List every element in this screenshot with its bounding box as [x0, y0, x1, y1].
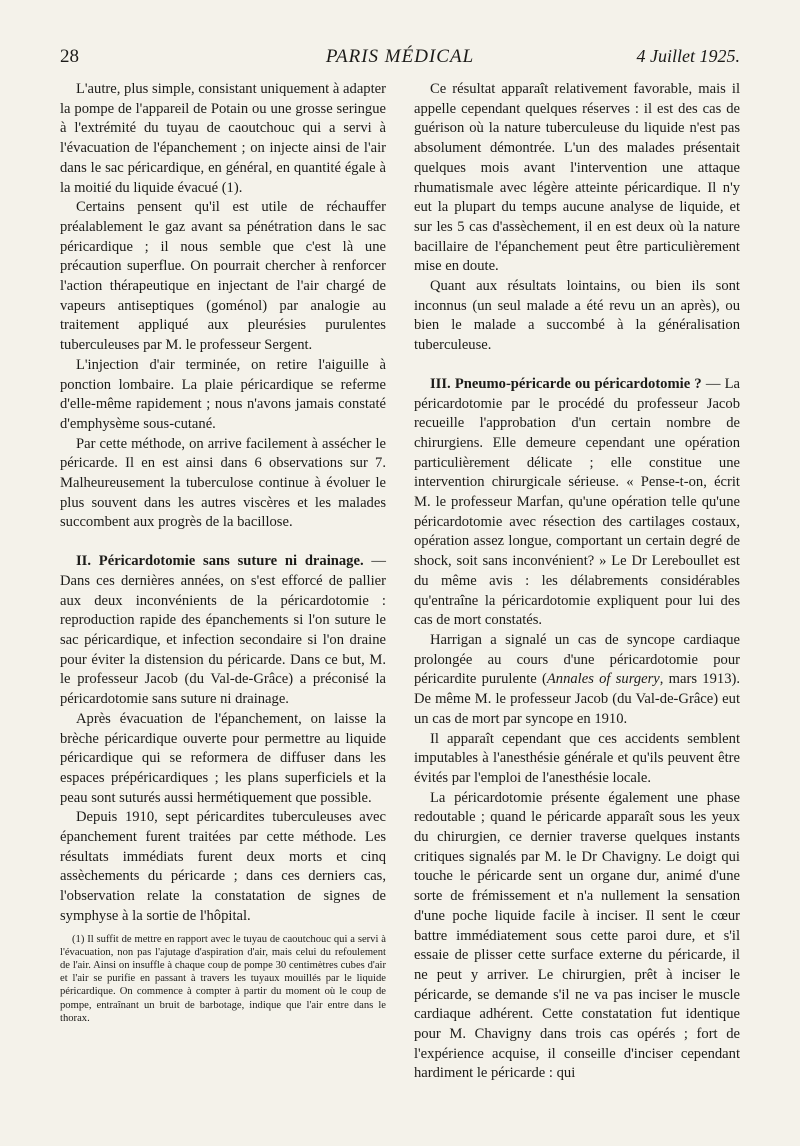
section-iii: [414, 375, 740, 631]
journal-title: PARIS MÉDICAL: [325, 46, 475, 67]
paragraph: Il apparaît cependant que ces accidents semblent imputables à l'anesthésie générale et qu'ils peuvent être évités par l'emploi de l'anesthésie locale.: [414, 730, 740, 786]
right-column: [414, 80, 740, 1084]
paragraph: Après évacuation de l'épanchement, on laisse la brèche péricardique ouverte pour permettre au liquide péricardique qui se reformera de diffuser dans les espaces prépéricardiques ; les plans superficiels et la peau sont suturés aussi hermétiquement que possible.: [60, 710, 386, 806]
paragraph: Par cette méthode, on arrive facilement à assécher le péricarde. Il en est ainsi dans 6 observations sur 7. Malheureusement la tuberculose continue à évoluer le plus souvent dans les autres viscères et les malades succombent aux progrès de la bacillose.: [60, 435, 386, 531]
left-column: [60, 80, 386, 1025]
section-text: — La péricardotomie par le procédé du professeur Jacob recueille l'approbation d'un certain nombre de chirurgiens. Elle demeure cependant une opération particulièrement délicate ; elle constitue une intervention chirurgicale sérieuse. « Pense-t-on, écrit M. le professeur Marfan, qu'une opération telle qu'une péricardotomie avec résection des cartilages costaux, opération assez longue, comportant un certain degré de shock, soit sans inconvénient? » Le Dr Lereboullet est du même avis : les délabrements considérables qu'entraîne la péricardotomie expliquent pour lui des cas de mort constatés.: [414, 375, 740, 629]
paragraph: [414, 631, 740, 730]
paragraph: L'autre, plus simple, consistant uniquement à adapter la pompe de l'appareil de Potain ou une grosse seringue à l'extrémité du tuyau de caoutchouc qui a servi à l'évacuation de l'épanchement ; on injecte ainsi de l'air dans le sac péricardique, en général, en quantité égale à la moitié du liquide évacué (1).: [60, 81, 386, 196]
section-heading: II. Péricardotomie sans suture ni drainage.: [76, 553, 364, 570]
footnote: [60, 933, 386, 1025]
issue-date: 4 Juillet 1925.: [636, 46, 740, 66]
section-ii: [60, 552, 386, 710]
section-heading: III. Pneumo-péricarde ou péricardotomie ?: [430, 375, 702, 392]
text-run: Harrigan a signalé un cas de syncope cardiaque prolongée au cours d'une péricardotomie pour péricardite purulente (: [414, 631, 740, 688]
section-text: — Dans ces dernières années, on s'est efforcé de pallier aux deux inconvénients de la péricardotomie : reproduction rapide des épanchements si l'on suture le sac péricardique, et infection secondaire si l'on draine pour éviter la distension du péricarde. Dans ce but, M. le professeur Jacob (du Val-de-Grâce) a préconisé la péricardotomie sans suture ni drainage.: [60, 553, 386, 708]
footnote-text: (1) Il suffit de mettre en rapport avec le tuyau de caoutchouc qui a servi à l'évacuation, non pas l'ajutage d'aspiration d'air, mais celui du refoulement de l'air. Ainsi on insuffle à chaque coup de pompe 30 centimètres cubes d'air et l'air se purifie en passant à travers les tuyaux mouillés par le liquide péricardique. On commence à compter à partir du moment où le coup de pompe, entraînant un bruit de barbotage, indique que l'air entre dans le thorax.: [60, 933, 386, 1024]
journal-citation: Annales of surgery: [546, 671, 660, 688]
paragraph: Ce résultat apparaît relativement favorable, mais il appelle cependant quelques réserves : il est des cas de guérison où la nature tuberculeuse du liquide n'est pas absolument démontrée. L'un des malades présentait quelques mois avant l'intervention une attaque rhumatismale avec légère atteinte péricardique. Il n'y eut la plupart du temps aucune analyse de liquide, et sur les 5 cas d'assèchement, il en est deux où la nature bacillaire de l'épanchement peut être particulièrement mise en doute.: [414, 81, 740, 275]
paragraph: La péricardotomie présente également une phase redoutable ; quand le péricarde apparaît sous les yeux du chirurgien, ce dernier traverse quelques instants critiques signalés par M. le Dr Chavigny. Le doigt qui touche le péricarde sent un organe dur, animé d'une sorte de frémissement et n'a nullement la sensation d'une poche liquide facile à inciser. Il sent le cœur battre immédiatement sous cette paroi dure, et s'il essaie de plisser cette surface externe du péricarde, il ne peut y arriver. Le chirurgien, prêt à inciser le péricarde, se demande s'il ne va pas inciser le muscle cardiaque adhérent. Cette constatation fut identique pour M. Chavigny dans trois cas opérés ; fort de l'expérience acquise, il conseille d'inciser cependant hardiment le péricarde : qui: [414, 789, 740, 1082]
text-run: , mars 1913). De même M. le professeur Jacob (du Val-de-Grâce) eut un cas de mort par syncope en 1910.: [414, 671, 740, 727]
paragraph: L'injection d'air terminée, on retire l'aiguille à ponction lombaire. La plaie péricardique se referme d'elle-même rapidement ; nous n'avons jamais constaté d'emphysème sous-cutané.: [60, 356, 386, 432]
page-header: [60, 46, 740, 74]
paragraph: Depuis 1910, sept péricardites tuberculeuses avec épanchement furent traitées par cette méthode. Les résultats immédiats furent deux morts et cinq assèchements du péricarde ; dans ces derniers cas, l'observation relate la constatation de signes de symphyse à la sortie de l'hôpital.: [60, 809, 386, 924]
paragraph: Certains pensent qu'il est utile de réchauffer préalablement le gaz avant sa pénétration dans le sac péricardique ; il nous semble que c'est là une précaution superflue. On pourrait chercher à renforcer l'action thérapeutique en injectant de l'air chargé de vapeurs antiseptiques (goménol) par analogie au traitement appliqué aux pleurésies purulentes tuberculeuses par M. le professeur Sergent.: [60, 199, 386, 354]
paragraph: Quant aux résultats lointains, ou bien ils sont inconnus (un seul malade a été revu un an après), ou bien le malade a succombé à la généralisation tuberculeuse.: [414, 278, 740, 354]
page-number: 28: [60, 46, 79, 67]
